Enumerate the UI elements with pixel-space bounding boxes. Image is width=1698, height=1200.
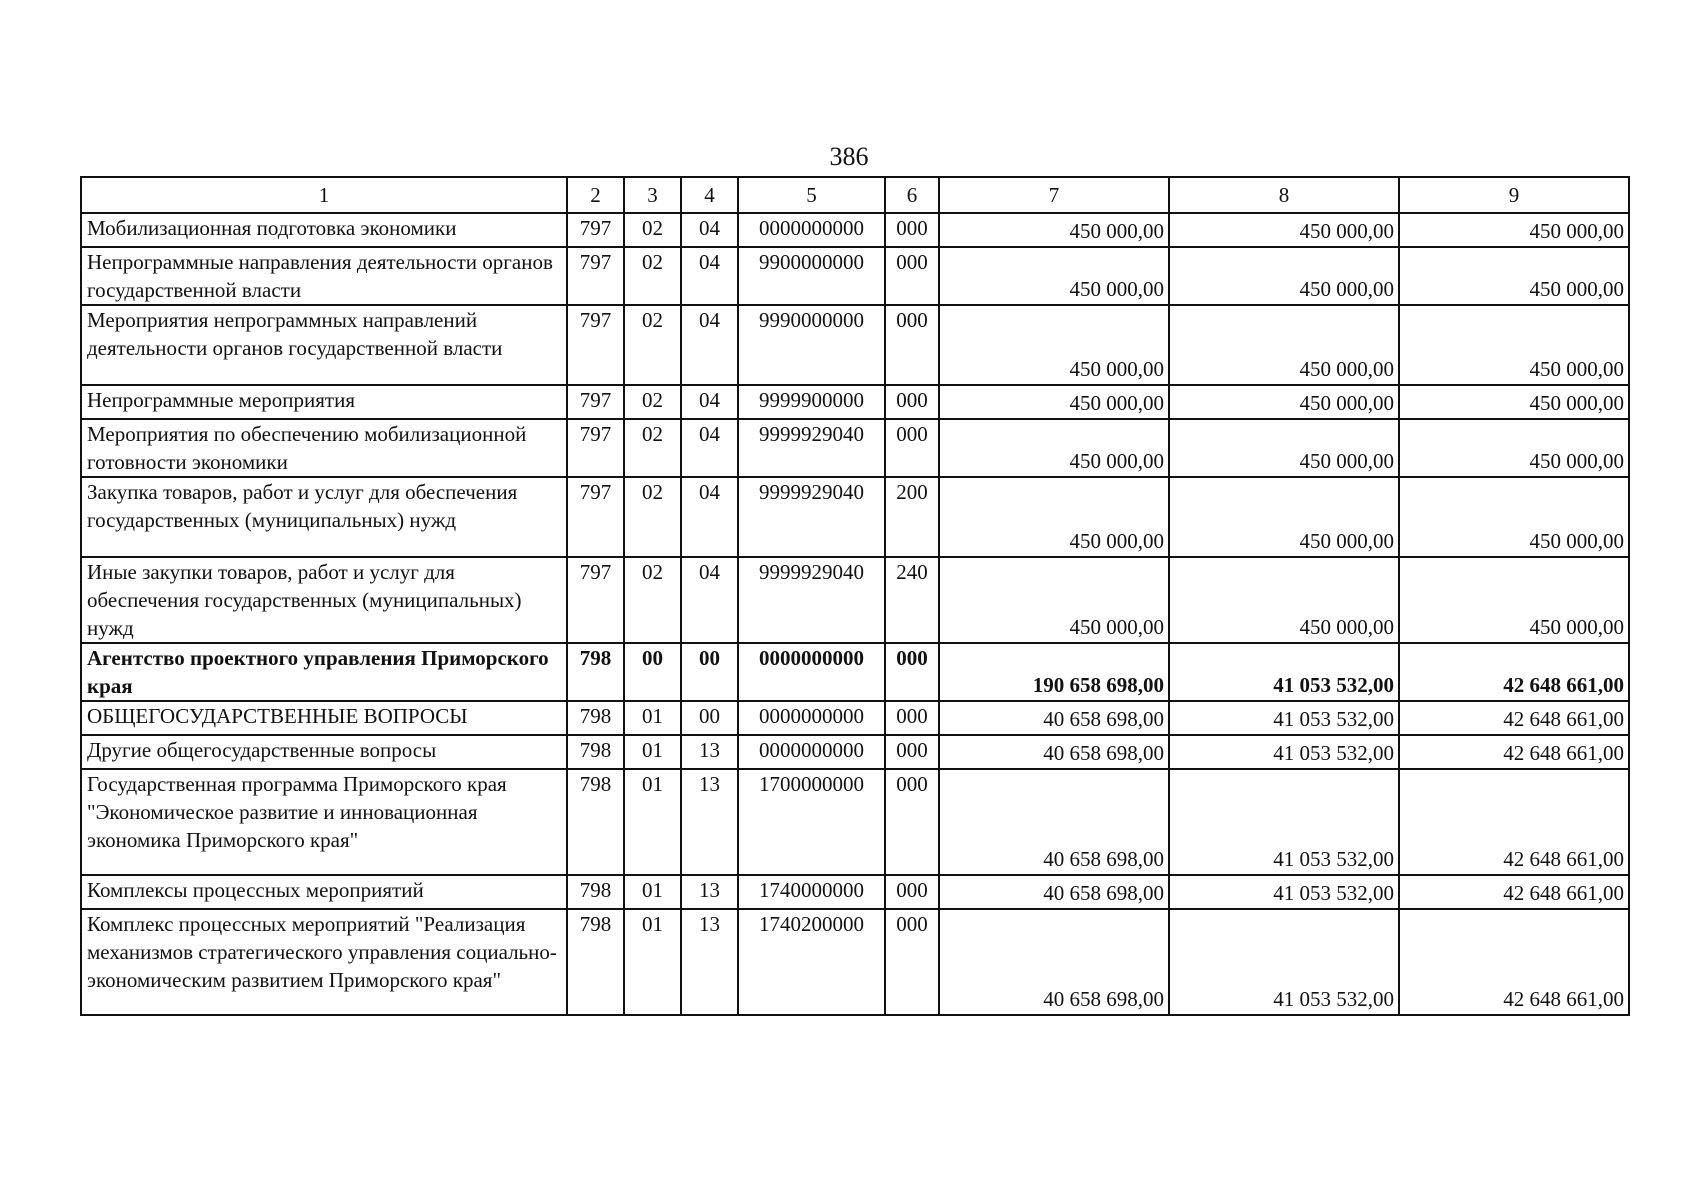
amount-cell: 450 000,00 bbox=[1399, 557, 1629, 643]
code-cell: 04 bbox=[681, 385, 738, 419]
code-cell: 200 bbox=[885, 477, 939, 557]
table-row bbox=[81, 247, 1629, 305]
code-cell: 9999900000 bbox=[738, 385, 885, 419]
column-header: 9 bbox=[1399, 177, 1629, 213]
amount-cell: 42 648 661,00 bbox=[1399, 701, 1629, 735]
code-cell: 000 bbox=[885, 419, 939, 477]
code-cell: 04 bbox=[681, 477, 738, 557]
amount-cell: 450 000,00 bbox=[1169, 557, 1399, 643]
code-cell: 000 bbox=[885, 735, 939, 769]
code-cell: 000 bbox=[885, 769, 939, 875]
row-name: Мероприятия непрограммных направлений деятельности органов государственной власти bbox=[81, 305, 567, 385]
row-name: Мобилизационная подготовка экономики bbox=[81, 213, 567, 247]
amount-cell: 450 000,00 bbox=[939, 557, 1169, 643]
amount-cell: 41 053 532,00 bbox=[1169, 769, 1399, 875]
code-cell: 01 bbox=[624, 875, 681, 909]
table-row bbox=[81, 477, 1629, 557]
code-cell: 00 bbox=[624, 643, 681, 701]
column-header: 8 bbox=[1169, 177, 1399, 213]
row-name: Закупка товаров, работ и услуг для обеспечения государственных (муниципальных) нужд bbox=[81, 477, 567, 557]
amount-cell: 40 658 698,00 bbox=[939, 735, 1169, 769]
code-cell: 240 bbox=[885, 557, 939, 643]
row-name: Другие общегосударственные вопросы bbox=[81, 735, 567, 769]
code-cell: 04 bbox=[681, 305, 738, 385]
code-cell: 1740000000 bbox=[738, 875, 885, 909]
column-header: 1 bbox=[81, 177, 567, 213]
code-cell: 797 bbox=[567, 557, 624, 643]
code-cell: 02 bbox=[624, 419, 681, 477]
code-cell: 04 bbox=[681, 557, 738, 643]
amount-cell: 41 053 532,00 bbox=[1169, 643, 1399, 701]
code-cell: 1740200000 bbox=[738, 909, 885, 1015]
amount-cell: 450 000,00 bbox=[939, 419, 1169, 477]
header-row bbox=[81, 177, 1629, 213]
amount-cell: 42 648 661,00 bbox=[1399, 875, 1629, 909]
column-header: 4 bbox=[681, 177, 738, 213]
amount-cell: 40 658 698,00 bbox=[939, 701, 1169, 735]
table-row bbox=[81, 385, 1629, 419]
code-cell: 01 bbox=[624, 909, 681, 1015]
code-cell: 000 bbox=[885, 875, 939, 909]
amount-cell: 450 000,00 bbox=[1399, 213, 1629, 247]
code-cell: 01 bbox=[624, 701, 681, 735]
code-cell: 000 bbox=[885, 305, 939, 385]
code-cell: 9999929040 bbox=[738, 557, 885, 643]
column-header: 6 bbox=[885, 177, 939, 213]
code-cell: 02 bbox=[624, 385, 681, 419]
page-number: 386 bbox=[829, 142, 869, 171]
amount-cell: 42 648 661,00 bbox=[1399, 909, 1629, 1015]
code-cell: 797 bbox=[567, 213, 624, 247]
table-row bbox=[81, 557, 1629, 643]
amount-cell: 40 658 698,00 bbox=[939, 769, 1169, 875]
code-cell: 798 bbox=[567, 701, 624, 735]
table-row bbox=[81, 419, 1629, 477]
amount-cell: 450 000,00 bbox=[939, 385, 1169, 419]
code-cell: 000 bbox=[885, 247, 939, 305]
row-name: Мероприятия по обеспечению мобилизационной готовности экономики bbox=[81, 419, 567, 477]
amount-cell: 450 000,00 bbox=[1399, 419, 1629, 477]
code-cell: 1700000000 bbox=[738, 769, 885, 875]
row-name: Государственная программа Приморского края "Экономическое развитие и инновационная экономика Приморского края" bbox=[81, 769, 567, 875]
code-cell: 798 bbox=[567, 735, 624, 769]
code-cell: 00 bbox=[681, 701, 738, 735]
table-body bbox=[81, 213, 1629, 1015]
code-cell: 797 bbox=[567, 477, 624, 557]
code-cell: 798 bbox=[567, 769, 624, 875]
code-cell: 9900000000 bbox=[738, 247, 885, 305]
code-cell: 04 bbox=[681, 419, 738, 477]
column-header: 7 bbox=[939, 177, 1169, 213]
code-cell: 797 bbox=[567, 385, 624, 419]
amount-cell: 42 648 661,00 bbox=[1399, 735, 1629, 769]
amount-cell: 41 053 532,00 bbox=[1169, 909, 1399, 1015]
code-cell: 13 bbox=[681, 769, 738, 875]
amount-cell: 40 658 698,00 bbox=[939, 875, 1169, 909]
row-name: Комплекс процессных мероприятий "Реализация механизмов стратегического управления социально-экономическим развитием Приморского края" bbox=[81, 909, 567, 1015]
row-name: Иные закупки товаров, работ и услуг для обеспечения государственных (муниципальных) нужд bbox=[81, 557, 567, 643]
code-cell: 01 bbox=[624, 735, 681, 769]
amount-cell: 42 648 661,00 bbox=[1399, 643, 1629, 701]
amount-cell: 450 000,00 bbox=[1169, 213, 1399, 247]
code-cell: 797 bbox=[567, 305, 624, 385]
column-header: 3 bbox=[624, 177, 681, 213]
row-name: Непрограммные мероприятия bbox=[81, 385, 567, 419]
amount-cell: 450 000,00 bbox=[1399, 305, 1629, 385]
code-cell: 9990000000 bbox=[738, 305, 885, 385]
table-row bbox=[81, 909, 1629, 1015]
amount-cell: 450 000,00 bbox=[939, 247, 1169, 305]
amount-cell: 450 000,00 bbox=[939, 477, 1169, 557]
code-cell: 01 bbox=[624, 769, 681, 875]
amount-cell: 450 000,00 bbox=[1169, 419, 1399, 477]
code-cell: 798 bbox=[567, 875, 624, 909]
amount-cell: 450 000,00 bbox=[1169, 385, 1399, 419]
table-row bbox=[81, 875, 1629, 909]
code-cell: 02 bbox=[624, 247, 681, 305]
table-row bbox=[81, 643, 1629, 701]
code-cell: 797 bbox=[567, 419, 624, 477]
table-row bbox=[81, 305, 1629, 385]
row-name: Агентство проектного управления Приморского края bbox=[81, 643, 567, 701]
code-cell: 000 bbox=[885, 701, 939, 735]
amount-cell: 42 648 661,00 bbox=[1399, 769, 1629, 875]
code-cell: 13 bbox=[681, 735, 738, 769]
code-cell: 9999929040 bbox=[738, 419, 885, 477]
code-cell: 02 bbox=[624, 305, 681, 385]
code-cell: 0000000000 bbox=[738, 701, 885, 735]
code-cell: 02 bbox=[624, 557, 681, 643]
code-cell: 797 bbox=[567, 247, 624, 305]
table-row bbox=[81, 213, 1629, 247]
code-cell: 13 bbox=[681, 875, 738, 909]
code-cell: 000 bbox=[885, 385, 939, 419]
code-cell: 02 bbox=[624, 477, 681, 557]
amount-cell: 40 658 698,00 bbox=[939, 909, 1169, 1015]
code-cell: 0000000000 bbox=[738, 213, 885, 247]
row-name: Комплексы процессных мероприятий bbox=[81, 875, 567, 909]
amount-cell: 450 000,00 bbox=[1169, 247, 1399, 305]
table-row bbox=[81, 701, 1629, 735]
column-header: 2 bbox=[567, 177, 624, 213]
amount-cell: 450 000,00 bbox=[939, 213, 1169, 247]
column-header: 5 bbox=[738, 177, 885, 213]
code-cell: 02 bbox=[624, 213, 681, 247]
row-name: Непрограммные направления деятельности органов государственной власти bbox=[81, 247, 567, 305]
amount-cell: 450 000,00 bbox=[1399, 385, 1629, 419]
code-cell: 000 bbox=[885, 213, 939, 247]
code-cell: 000 bbox=[885, 909, 939, 1015]
amount-cell: 450 000,00 bbox=[939, 305, 1169, 385]
row-name: ОБЩЕГОСУДАРСТВЕННЫЕ ВОПРОСЫ bbox=[81, 701, 567, 735]
amount-cell: 41 053 532,00 bbox=[1169, 875, 1399, 909]
code-cell: 798 bbox=[567, 909, 624, 1015]
table-row bbox=[81, 735, 1629, 769]
code-cell: 798 bbox=[567, 643, 624, 701]
code-cell: 000 bbox=[885, 643, 939, 701]
amount-cell: 41 053 532,00 bbox=[1169, 735, 1399, 769]
code-cell: 9999929040 bbox=[738, 477, 885, 557]
code-cell: 0000000000 bbox=[738, 735, 885, 769]
amount-cell: 450 000,00 bbox=[1399, 477, 1629, 557]
code-cell: 00 bbox=[681, 643, 738, 701]
amount-cell: 450 000,00 bbox=[1169, 477, 1399, 557]
table-row bbox=[81, 769, 1629, 875]
budget-table bbox=[80, 176, 1630, 1016]
code-cell: 13 bbox=[681, 909, 738, 1015]
amount-cell: 41 053 532,00 bbox=[1169, 701, 1399, 735]
code-cell: 04 bbox=[681, 247, 738, 305]
code-cell: 04 bbox=[681, 213, 738, 247]
code-cell: 0000000000 bbox=[738, 643, 885, 701]
amount-cell: 190 658 698,00 bbox=[939, 643, 1169, 701]
amount-cell: 450 000,00 bbox=[1399, 247, 1629, 305]
amount-cell: 450 000,00 bbox=[1169, 305, 1399, 385]
